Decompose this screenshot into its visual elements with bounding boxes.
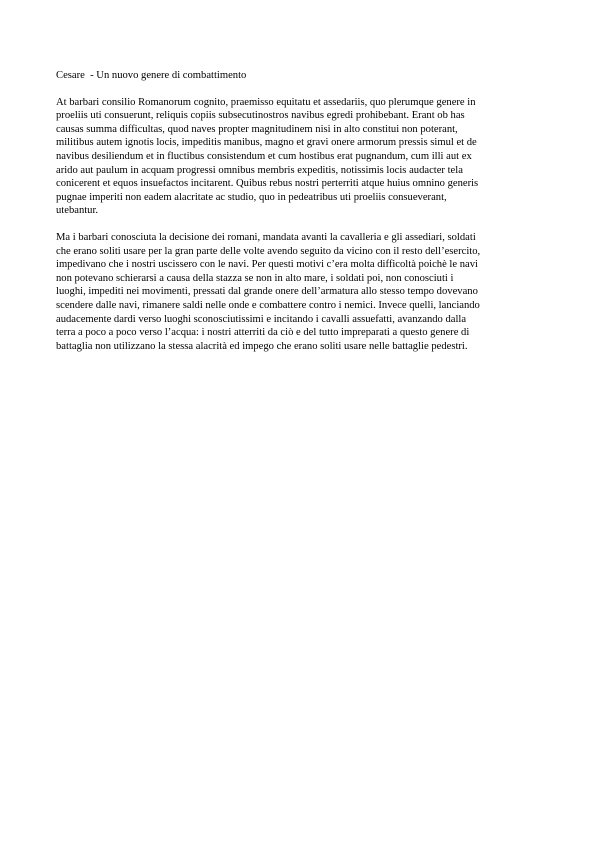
- text-line: terra a poco a poco verso l’acqua: i nostri atterriti da ciò e del tutto impreparati a questo genere di: [56, 327, 470, 339]
- text-line: che erano soliti usare per la gran parte delle volte avendo seguito da vicino con il resto dell’esercito,: [56, 245, 481, 257]
- text-line: pugnae imperiti non eadem alacritate ac studio, quo in pedeatribus uti proeliis consueverant,: [56, 191, 447, 203]
- italian-paragraph: [56, 231, 544, 353]
- text-line: scendere dalle navi, rimanere saldi nelle onde e combattere contro i nemici. Invece quelli, lanciando: [56, 299, 480, 311]
- text-line: conicerent et equos insuefactos incitarent. Quibus rebus nostri perterriti atque huius omnino generis: [56, 178, 479, 190]
- text-line: impedivano che i nostri uscissero con le navi. Per questi motivi c’era molta difficoltà poichè le navi: [56, 259, 478, 271]
- document-page: [56, 69, 544, 366]
- text-line: non potevano schierarsi a causa della stazza se non in alto mare, i soldati poi, non conosciuti i: [56, 272, 454, 284]
- text-line: At barbari consilio Romanorum cognito, praemisso equitatu et assedariis, quo plerumque genere in: [56, 96, 476, 108]
- text-line: proeliis uti consuerunt, reliquis copiis subsecutinostros navibus egredi prohibebant. Erant ob has: [56, 110, 465, 122]
- text-line: audacemente dardi verso luoghi sconosciutissimi e incitando i cavalli assuefatti, avanzando dalla: [56, 313, 467, 325]
- text-line: Ma i barbari conosciuta la decisione dei romani, mandata avanti la cavalleria e gli assediari, soldati: [56, 231, 476, 243]
- text-line: luoghi, impediti nei movimenti, pressati dal grande onere dell’armatura allo stesso tempo dovevano: [56, 286, 478, 298]
- text-line: arido aut paulum in acquam progressi omnibus membris expeditis, notissimis locis audacter tela: [56, 164, 463, 176]
- document-title: Cesare - Un nuovo genere di combattimento: [56, 70, 247, 81]
- text-line: battaglia non utilizzano la stessa alacrità ed impego che erano soliti usare nelle battaglie pedestri.: [56, 340, 468, 352]
- latin-paragraph: [56, 96, 544, 218]
- text-line: navibus desiliendum et in fluctibus consistendum et cum hostibus erat pugnandum, cum illi aut ex: [56, 150, 472, 162]
- text-line: causas summa difficultas, quod naves propter magnitudinem nisi in alto constitui non poterant,: [56, 123, 458, 135]
- text-line: utebantur.: [56, 205, 99, 217]
- text-line: militibus autem ignotis locis, impeditis manibus, magno et gravi onere armorum pressis simul et de: [56, 137, 477, 149]
